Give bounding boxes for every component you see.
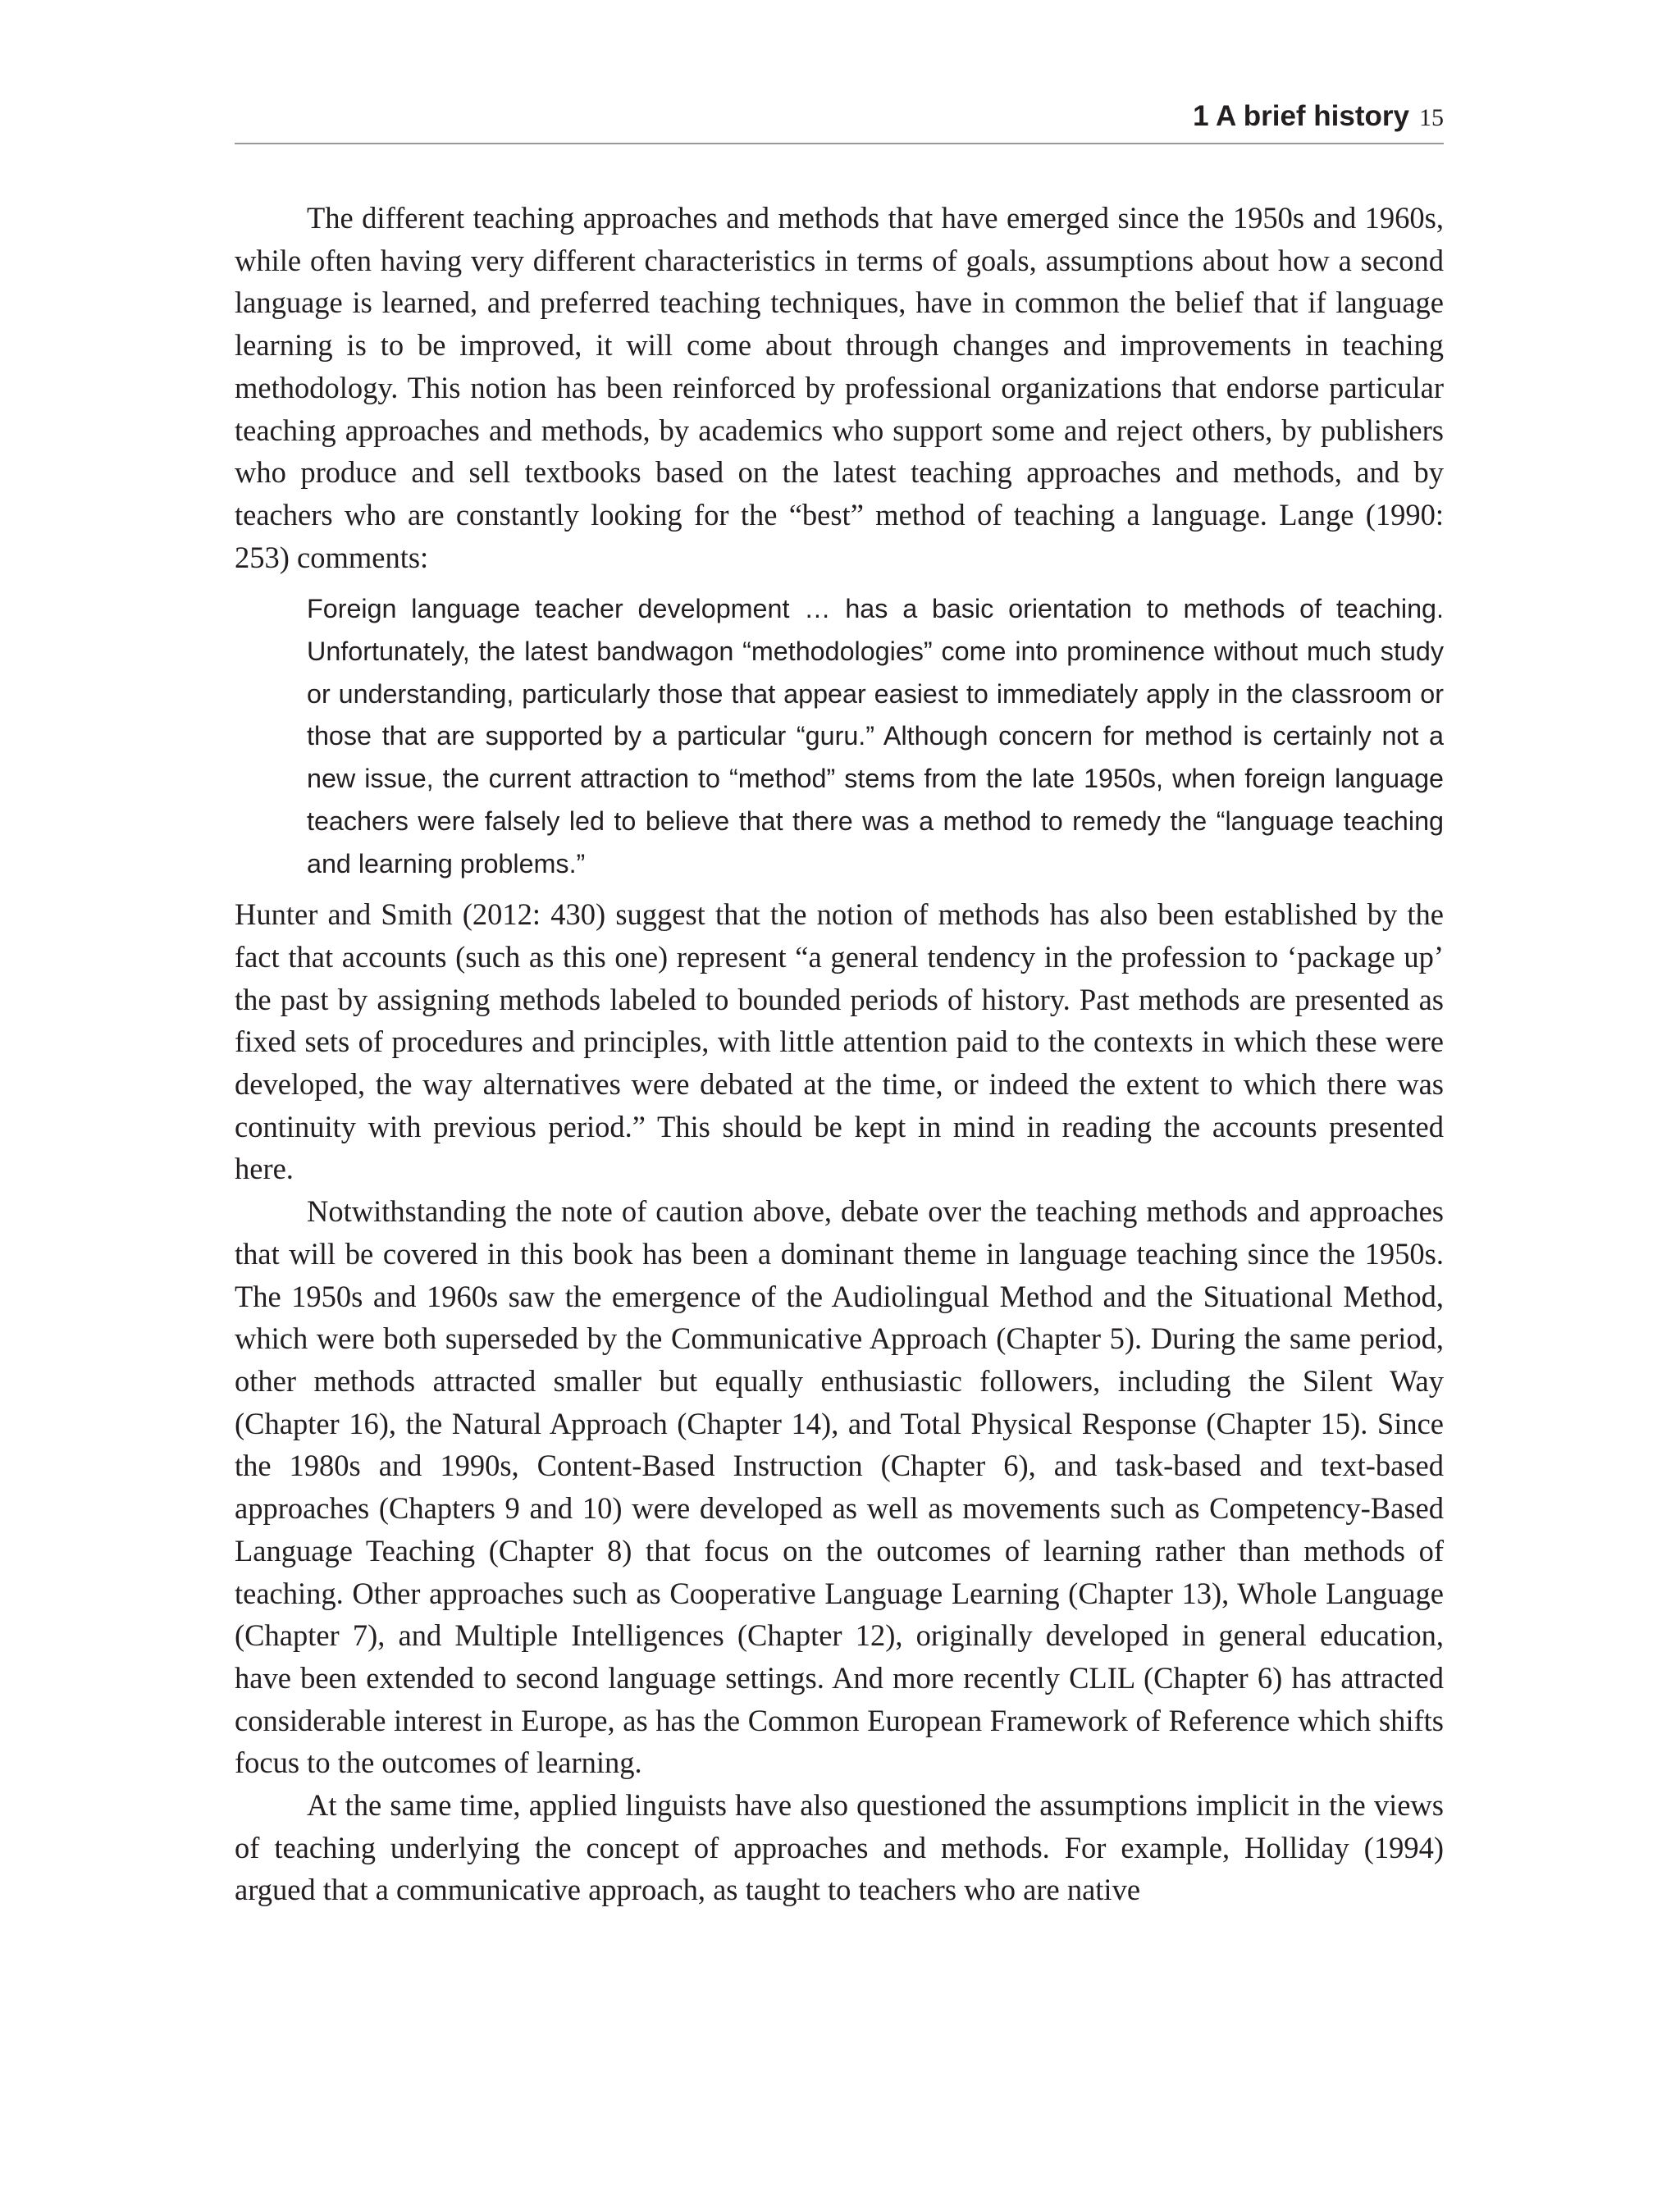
paragraph: Notwithstanding the note of caution above, debate over the teaching methods and approaches that will be covered in this book has been a dominant theme in language teaching since the 1950s. The 1950s and 1960s saw the emergence of the Audiolingual Method and the Situational Method, which were both superseded by the Communicative Approach (Chapter 5). During the same period, other methods attracted smaller but equally enthusiastic followers, including the Silent Way (Chapter 16), the Natural Approach (Chapter 14), and Total Physical Response (Chapter 15). Since the 1980s and 1990s, Content-Based Instruction (Chapter 6), and task-based and text-based approaches (Chapters 9 and 10) were developed as well as movements such as Competency-Based Language Teaching (Chapter 8) that focus on the outcomes of learning rather than methods of teaching. Other approaches such as Cooperative Language Learning (Chapter 13), Whole Language (Chapter 7), and Multiple Intelligences (Chapter 12), originally developed in general education, have been extended to second language settings. And more recently CLIL (Chapter 6) has attracted considerable interest in Europe, as has the Common European Framework of Reference which shifts focus to the outcomes of learning. — [235, 1194, 1444, 1780]
paragraph: At the same time, applied linguists have also questioned the assumptions implicit in the views of teaching underlying the concept of approaches and methods. For example, Holliday (1994) argued that a communicative approach, as taught to teachers who are native — [235, 1788, 1444, 1907]
running-head — [235, 92, 1444, 141]
paragraph: Hunter and Smith (2012: 430) suggest that the notion of methods has also been established by the fact that accounts (such as this one) represent “a general tendency in the profession to ‘package up’ the past by assigning methods labeled to bounded periods of history. Past methods are presented as fixed sets of procedures and principles, with little attention paid to the contexts in which these were developed, the way alternatives were debated at the time, or indeed the extent to which there was continuity with previous period.” This should be kept in mind in reading the accounts presented here. — [235, 897, 1444, 1186]
chapter-title: 1 A brief history — [1193, 100, 1409, 132]
page-number: 15 — [1419, 104, 1444, 131]
body-text — [235, 197, 1444, 1911]
block-quote: Foreign language teacher development … has a basic orientation to methods of teaching. Unfortunately, the latest bandwagon “methodologies” come into prominence without much study or understanding, particularly those that appear easiest to immediately apply in the classroom or those that are supported by a particular “guru.” Although concern for method is certainly not a new issue, the current attraction to “method” stems from the late 1950s, when foreign language teachers were falsely led to believe that there was a method to remedy the “language teaching and learning problems.” — [307, 594, 1444, 879]
header-divider — [235, 143, 1444, 144]
paragraph: The different teaching approaches and methods that have emerged since the 1950s and 1960s, while often having very different characteristics in terms of goals, assumptions about how a second language is learned, and preferred teaching techniques, have in common the belief that if language learning is to be improved, it will come about through changes and improvements in teaching methodology. This notion has been reinforced by professional organizations that endorse particular teaching approaches and methods, by academics who support some and reject others, by publishers who produce and sell textbooks based on the latest teaching approaches and methods, and by teachers who are constantly looking for the “best” method of teaching a language. Lange (1990: 253) comments: — [235, 201, 1444, 574]
